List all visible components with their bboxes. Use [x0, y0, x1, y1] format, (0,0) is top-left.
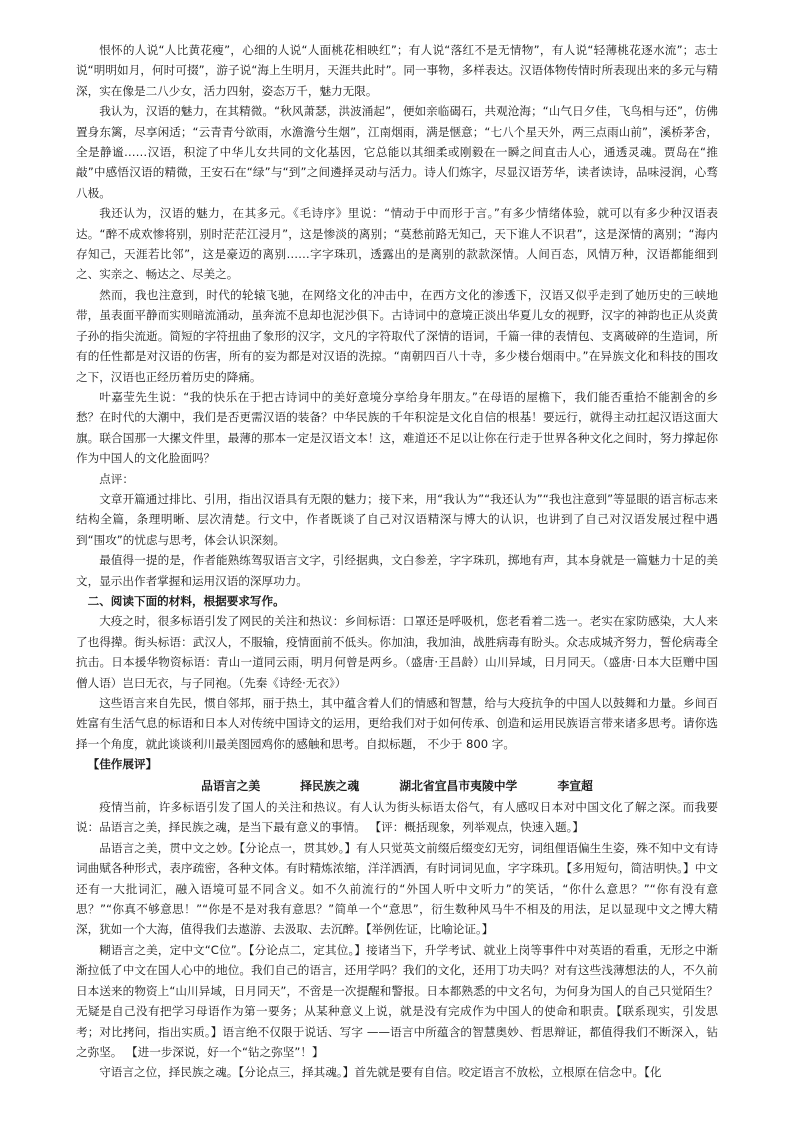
essay-paragraph-3: 糊语言之美，定中文“C位”。【分论点二，定其位。】接诸当下，升学考试、就业上岗等事件中对英语的看重，无形之中渐渐拉低了中文在国人心中的地位。我们自己的语言，还用学吗？我们的文化，还用丁功夫吗？对有这些浅薄想法的人，不久前日本送来的物资上“山川异域，日月同天”，不啻是一次提醒和警报。日本都熟悉的中文名句，为何身为国人的自己只觉陌生？无疑是自己没有把学习母语作为第一要务；从某种意义上说，就是没有完成作为中国人的使命和职责。【联系现实，引发思考；对比拷问，指出实质。】语言绝不仅限于说话、写字 ——语言中所蕴含的智慧奥妙、哲思辩证，都值得我们不断深入，钻之弥坚。 【进一步深说，好一个“钻之弥坚”！】 — [76, 942, 718, 1059]
body-paragraph-3: 我还认为，汉语的魅力，在其多元。《毛诗序》里说：“情动于中而形于言。”有多少情绪体验，就可以有多少种汉语表达。“醉不成欢惨将别，别时茫茫江浸月”，这是惨淡的离别；“莫愁前路无知己，天下谁人不识君”，这是深情的离别；“海内存知己，天涯若比邻”，这是豪迈的离别……字字珠玑，透露出的是离别的款款深情。人间百态，风情万种，汉语都能细到之、实亲之、畅达之、尽美之。 — [76, 206, 718, 282]
essay-title-line — [76, 776, 718, 796]
essay-school: 湖北省宜昌市夷陵中学 — [399, 778, 518, 793]
body-paragraph-1: 恨怀的人说“人比黄花瘦”，心细的人说“人面桃花相映红”；有人说“落红不是无情物”，有人说“轻薄桃花逐水流”；志士说“明明如月，何时可掇”，游子说“海上生明月，天涯共此时”。同一事物，多样表达。汉语体物传情时所表现出来的多元与精深，实在像是二八少女，活力四射，姿态万千，魅力无限。 — [76, 43, 718, 98]
comment-label: 点评： — [99, 471, 134, 486]
comment-paragraph-1: 文章开篇通过排比、引用，指出汉语具有无限的魅力；接下来，用“我认为”“我还认为”“我也注意到”等显眼的语言标志来结构全篇，条理明晰、层次清楚。行文中，作者既谈了自己对汉语精深与博大的认识，也讲到了自己对汉语发展过程中遇到“围攻”的忧虑与思考，体会认识深刻。 — [76, 491, 718, 547]
essay-title: 品语言之美 — [201, 778, 261, 793]
body-paragraph-5: 叶嘉莹先生说：“我的快乐在于把古诗词中的美好意境分享给身年朋友。”在母语的屋檐下，我们能否重拾不能割舍的乡愁？在时代的大潮中，我们是否更需汉语的装备？中华民族的千年积淀是文化自信的根基！要远行，就得主动扛起汉语这面大旗。联合国那一大摞文件里，最薄的那本一定是汉语文本！这，难道还不足以让你在行走于世界各种文化之间时，努力撑起你作为中国人的文化脸面吗？ — [76, 389, 718, 466]
comment-paragraph-2: 最值得一提的是，作者能熟练驾驭语言文字，引经据典，文白参差，字字珠玑，掷地有声，其本身就是一篇魅力十足的美文，显示出作者掌握和运用汉语的深厚功力。 — [76, 553, 718, 588]
essay-paragraph-2: 品语言之美，贯中文之妙。【分论点一，贯其妙。】有人只觉英文前缀后缀变幻无穷，词组俚语偏生生姿，殊不知中文有诗词曲赋各种形式，表序疏密，各种文体。有时精炼浓缩，洋洋洒洒，有时词词见血，字字珠玑。【多用短句，简洁明快。】中文还有一大批词汇，融入语境可显不同含义。如不久前流行的“外国人听中文听力”的笑话，“你什么意思？”“你有没有意思？”“你真不够意思！”“你是不是对我有意思？”简单一个“意思”，衍生数种风马牛不相及的用法，足以显现中文之博大精深，犹如一个大海，值得我们去遨游、去汲取、去沉醉。【举例佐证，比喻论证。】 — [76, 840, 718, 937]
essay-paragraph-1: 疫情当前，许多标语引发了国人的关注和热议。有人认为街头标语太俗气，有人感叹日本对中国文化了解之深。而我要说：品语言之美，择民族之魂，是当下最有意义的事情。 【评：概括现象，列举观点，快速入题。】 — [76, 800, 718, 835]
essay-subtitle: 择民族之魂 — [300, 778, 360, 793]
body-paragraph-4: 然而，我也注意到，时代的轮辕飞驰，在网络文化的冲击中，在西方文化的渗透下，汉语又似乎走到了她历史的三峡地带，虽表面平静而实则暗流涌动，虽奔流不息却也泥沙俱下。古诗词中的意境正淡出华夏儿女的视野，汉字的神韵也正从炎黄子孙的指尖流逝。简短的字符扭曲了象形的汉字，文凡的字符取代了深情的语词，千篇一律的表情包、支离破碎的生造词，所有的任性都是对汉语的伤害，所有的妄为都是对汉语的洗掠。“南朝四百八十寺，多少楼台烟雨中。”在异族文化和科技的围攻之下，汉语也正经历着历史的降痛。 — [76, 287, 718, 384]
essay-author: 李宣超 — [557, 778, 593, 793]
material-paragraph-1: 大疫之时，很多标语引发了网民的关注和热议：乡间标语：口罩还是呼吸机，您老看着二选一。老实在家防感染，大人来了也得撵。街头标语：武汉人，不服输，疫情面前不低头。你加油，我加油，战胜病毒有盼头。众志成城齐努力，誓伦病毒全抗击。日本援华物资标语：青山一道同云雨，明月何曾是两乡。（盛唐·王昌龄）山川异域，日月同天。（盛唐·日本大臣赠中国僧人语）岂曰无衣，与子同袍。（先秦《诗经·无衣》） — [76, 614, 718, 690]
showcase-heading: 【佳作展评】 — [87, 757, 158, 772]
section-two-heading: 二、阅读下面的材料，根据要求写作。 — [87, 593, 285, 608]
material-paragraph-2: 这些语言来自先民，惯自邻邦，丽于热土，其中蕴含着人们的情感和智慧，给与大疫抗争的中国人以鼓舞和力量。乡间百姓富有生活气息的标语和日本人对传统中国诗文的运用，更给我们对于如何传承、创造和运用民族语言带来诸多思考。请你选择一个角度，就此谈谈利川最美图园鸡你的感触和思考。自拟标题， 不少于 800 字。 — [76, 696, 718, 751]
body-paragraph-2: 我认为，汉语的魅力，在其精微。“秋风萧瑟，洪波涌起”，便如亲临碣石，共观沧海；“山气日夕佳，飞鸟相与还”，仿佛置身东篱，尽享闲适；“云青青兮欲雨，水澹澹兮生烟”，江南烟雨，满是惬意；“七八个星天外，两三点雨山前”，溪桥茅舍，全是静谧……汉语，积淀了中华儿女共同的文化基因，它总能以其细柔或刚毅在一瞬之间直击人心，通透灵魂。贾岛在“推敲”中感悟汉语的精微，王安石在“绿”与“到”之间遴择灵动与活力。诗人们炼字，尽显汉语芳华，读者读诗，品味浸润，心骛八极。 — [76, 104, 718, 200]
essay-paragraph-4: 守语言之位，择民族之魂。【分论点三，择其魂。】首先就是要有自信。咬定语言不放松，立根原在信念中。【化 — [99, 1065, 662, 1080]
